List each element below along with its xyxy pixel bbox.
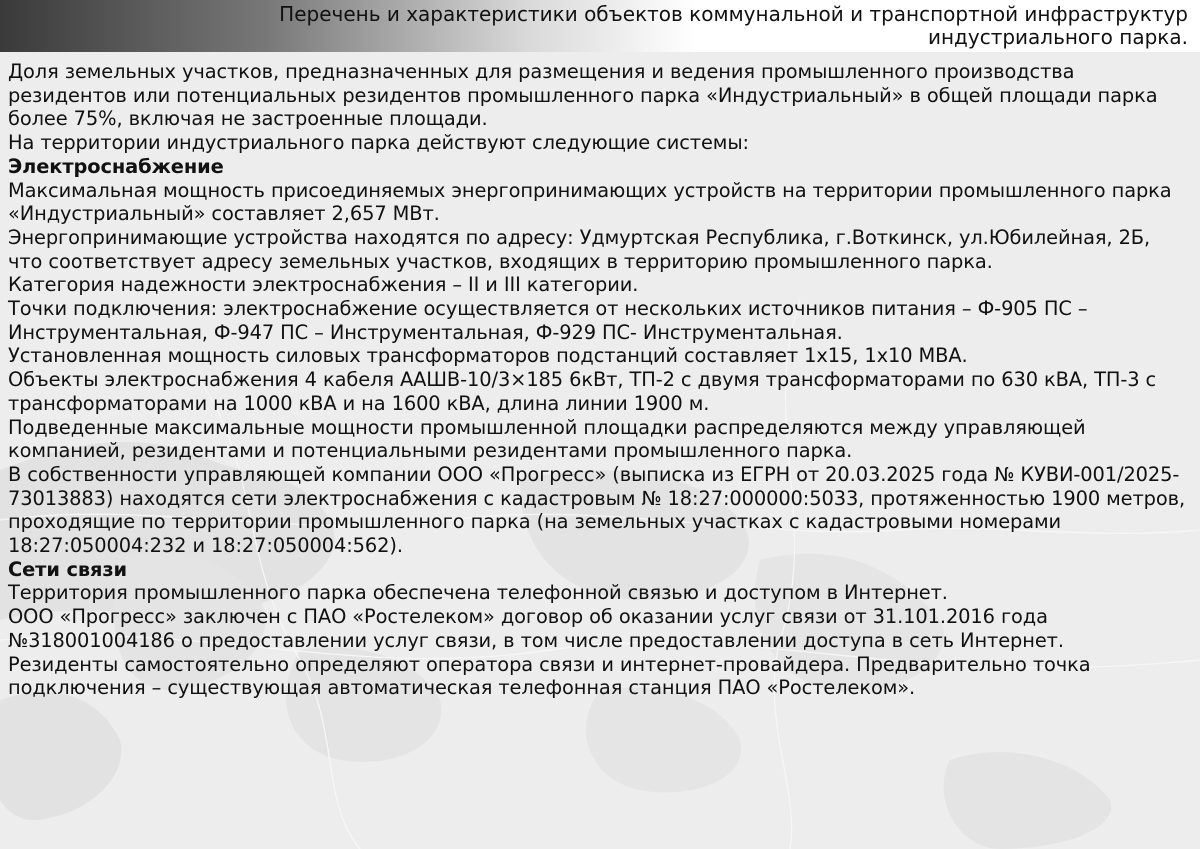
section-heading-comms: Сети связи <box>8 557 128 581</box>
intro-paragraph: На территории индустриального парка действуют следующие системы: <box>8 131 749 155</box>
comms-paragraph: Резиденты самостоятельно определяют оператора связи и интернет-провайдера. Предварительно точка подключения – существующая автоматическая телефонная станция ПАО «Ростелеком». <box>8 652 1091 700</box>
power-paragraph: Объекты электроснабжения 4 кабеля ААШВ-10/3×185 6кВт, ТП-2 с двумя трансформаторами по 630 кВА, ТП-3 с трансформаторами на 1000 кВА и на 1600 кВА, длина линии 1900 м. <box>8 368 1157 415</box>
power-paragraph: Подведенные максимальные мощности промышленной площадки распределяются между управляющей компанией, резидентами и потенциальными резидентами промышленного парка. <box>8 415 1086 463</box>
power-paragraph: Энергопринимающие устройства находятся по адресу: Удмуртская Республика, г.Воткинск, ул.Юбилейная, 2Б, что соответствует адресу земельных участков, входящих в территорию промышленного парка. <box>8 225 1151 273</box>
page-title: Перечень и характеристики объектов коммунальной и транспортной инфраструктур индустриального парка. <box>279 2 1188 49</box>
power-paragraph: Максимальная мощность присоединяемых энергопринимающих устройств на территории промышленного парка «Индустриальный» составляет 2,657 МВт. <box>8 178 1172 226</box>
section-heading-power: Электроснабжение <box>8 154 224 178</box>
header-bar <box>0 0 1200 52</box>
comms-paragraph: ООО «Прогресс» заключен с ПАО «Ростелеком» договор об оказании услуг связи от 31.101.2016 года №318001004186 о предоставлении услуг связи, в том числе предоставлении доступа в сеть Интернет. <box>8 605 1064 652</box>
power-paragraph: Категория надежности электроснабжения – II и III категории. <box>8 273 639 297</box>
power-paragraph: Установленная мощность силовых трансформаторов подстанций составляет 1х15, 1х10 МВА. <box>8 344 968 368</box>
intro-paragraph: Доля земельных участков, предназначенных для размещения и ведения промышленного производства резидентов или потенциальных резидентов промышленного парка «Индустриальный» в общей площади парка более 75%, включая не застроенные площади. <box>8 60 1158 131</box>
comms-paragraph: Территория промышленного парка обеспечена телефонной связью и доступом в Интернет. <box>8 581 948 605</box>
document-body <box>8 60 1188 700</box>
power-paragraph: Точки подключения: электроснабжение осуществляется от нескольких источников питания – Ф-905 ПС – Инструментальная, Ф-947 ПС – Инструментальная, Ф-929 ПС- Инструментальная. <box>8 297 1088 344</box>
power-paragraph: В собственности управляющей компании ООО «Прогресс» (выписка из ЕГРН от 20.03.2025 года № КУВИ-001/2025-73013883) находятся сети электроснабжения с кадастровым № 18:27:000000:5033, протяженностью 1900 метров, проходящие по территории промышленного парка (на земельных участках с кадастровыми номерами 18:27:050004:232 и 18:27:050004:562). <box>8 462 1186 558</box>
